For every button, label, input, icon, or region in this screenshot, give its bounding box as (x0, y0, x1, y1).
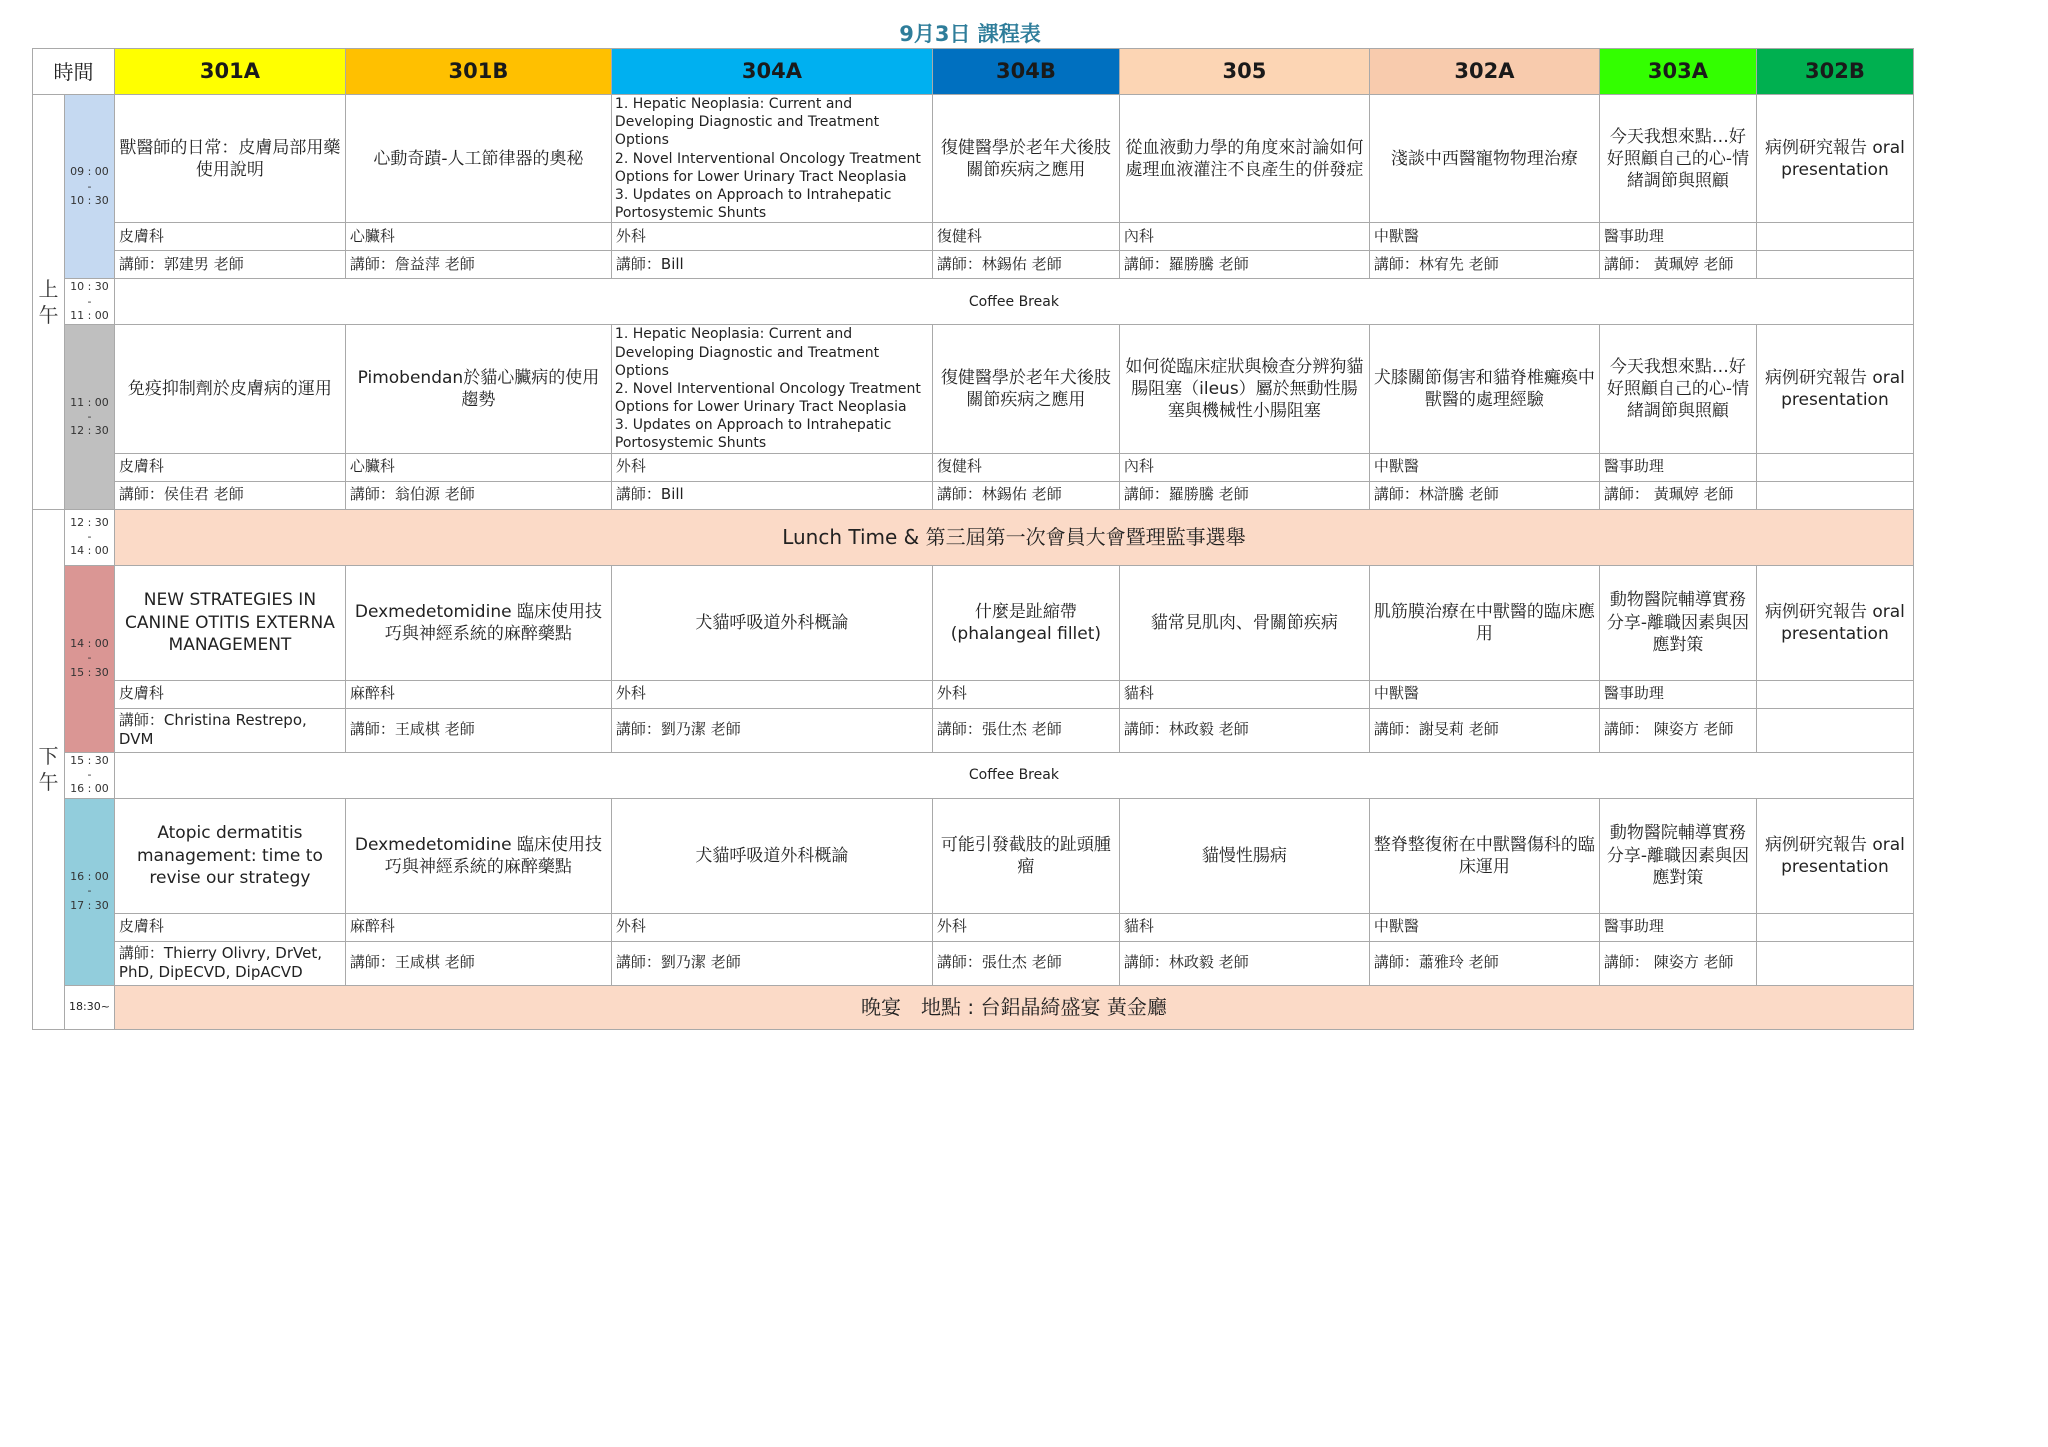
room-301b: 301B (345, 49, 611, 95)
dinner-banner: 晚宴 地點 : 台鋁晶綺盛宴 黃金廳 (114, 985, 1913, 1029)
session-department: 內科 (1119, 223, 1369, 251)
session-topic: Pimobendan於貓心臟病的使用趨勢 (345, 325, 611, 453)
time-slot (65, 509, 115, 565)
session-department: 醫事助理 (1599, 223, 1756, 251)
session-speaker: 講師：林政毅 老師 (1119, 708, 1369, 752)
session-speaker: 講師：羅勝騰 老師 (1119, 481, 1369, 509)
department-row (33, 913, 1914, 941)
dinner-row (33, 985, 1914, 1029)
session-topic: 可能引發截肢的趾頭腫瘤 (932, 798, 1119, 913)
schedule-table (32, 48, 1914, 1030)
session-speaker (1756, 708, 1913, 752)
session-department: 心臟科 (345, 223, 611, 251)
session-department: 麻醉科 (345, 680, 611, 708)
time-end: 14 : 00 (70, 544, 109, 558)
session-topic: 復健醫學於老年犬後肢關節疾病之應用 (932, 95, 1119, 223)
schedule-body (33, 49, 1914, 1030)
time-end: 17 : 30 (70, 898, 109, 912)
time-start: 12 : 30 (70, 515, 109, 529)
session-speaker: 講師：林錫佑 老師 (932, 481, 1119, 509)
session-speaker: 講師：Bill (611, 251, 932, 279)
session-topic (611, 325, 932, 453)
session-department: 皮膚科 (114, 913, 345, 941)
coffee-break-row (33, 279, 1914, 325)
period-afternoon (33, 509, 65, 1029)
session-speaker: 講師：王咸棋 老師 (345, 941, 611, 985)
lunch-banner: Lunch Time & 第三屆第一次會員大會暨理監事選舉 (114, 509, 1913, 565)
session-topic: 病例研究報告 oral presentation (1756, 565, 1913, 680)
session-speaker: 講師：翁伯源 老師 (345, 481, 611, 509)
time-slot (65, 279, 115, 325)
session-department: 外科 (932, 680, 1119, 708)
session-department: 醫事助理 (1599, 680, 1756, 708)
session-topic: 復健醫學於老年犬後肢關節疾病之應用 (932, 325, 1119, 453)
session-topic: 今天我想來點…好好照顧自己的心-情緒調節與照顧 (1599, 325, 1756, 453)
session-speaker: 講師：劉乃潔 老師 (611, 708, 932, 752)
session-speaker: 講師： 黃珮婷 老師 (1599, 251, 1756, 279)
time-start: 16 : 00 (70, 870, 109, 884)
speaker-row (33, 708, 1914, 752)
speaker-row (33, 941, 1914, 985)
session-topic: 今天我想來點…好好照顧自己的心-情緒調節與照顧 (1599, 95, 1756, 223)
speaker-row (33, 251, 1914, 279)
session-speaker: 講師：郭建男 老師 (114, 251, 345, 279)
topic-line: 2. Novel Interventional Oncology Treatment Options for Lower Urinary Tract Neoplasia (614, 380, 921, 416)
session-row (33, 798, 1914, 913)
coffee-break: Coffee Break (114, 279, 1913, 325)
header-row (33, 49, 1914, 95)
session-department: 外科 (611, 680, 932, 708)
session-department: 復健科 (932, 453, 1119, 481)
session-department: 復健科 (932, 223, 1119, 251)
session-department: 貓科 (1119, 680, 1369, 708)
session-speaker: 講師： 黃珮婷 老師 (1599, 481, 1756, 509)
room-304a: 304A (611, 49, 932, 95)
session-speaker: 講師：Christina Restrepo, DVM (114, 708, 345, 752)
room-303a: 303A (1599, 49, 1756, 95)
room-305: 305 (1119, 49, 1369, 95)
time-slot (65, 565, 115, 752)
session-topic: 肌筋膜治療在中獸醫的臨床應用 (1369, 565, 1599, 680)
room-302a: 302A (1369, 49, 1599, 95)
time-start: 14 : 00 (70, 637, 109, 651)
session-topic: 動物醫院輔導實務分享-離職因素與因應對策 (1599, 798, 1756, 913)
session-topic: NEW STRATEGIES IN CANINE OTITIS EXTERNA MANAGEMENT (114, 565, 345, 680)
coffee-break-row (33, 752, 1914, 798)
session-department: 醫事助理 (1599, 913, 1756, 941)
time-end: 12 : 30 (70, 424, 109, 438)
session-speaker (1756, 481, 1913, 509)
session-department (1756, 223, 1913, 251)
time-end: 11 : 00 (70, 308, 109, 322)
period-char: 下 (38, 744, 59, 769)
time-slot (65, 752, 115, 798)
period-char: 午 (38, 770, 59, 795)
session-department: 心臟科 (345, 453, 611, 481)
session-department: 皮膚科 (114, 453, 345, 481)
session-row (33, 565, 1914, 680)
time-dash: - (87, 529, 92, 543)
session-speaker: 講師：張仕杰 老師 (932, 941, 1119, 985)
speaker-row (33, 481, 1914, 509)
department-row (33, 680, 1914, 708)
session-topic: Dexmedetomidine 臨床使用技巧與神經系統的麻醉藥點 (345, 565, 611, 680)
page-title: 9月3日 課程表 (899, 22, 1041, 46)
session-speaker: 講師：謝旻莉 老師 (1369, 708, 1599, 752)
session-department: 中獸醫 (1369, 913, 1599, 941)
session-topic: 什麼是趾縮帶 (phalangeal fillet) (932, 565, 1119, 680)
session-department: 中獸醫 (1369, 453, 1599, 481)
room-302b: 302B (1756, 49, 1913, 95)
time-dash: - (87, 179, 92, 193)
room-304b: 304B (932, 49, 1119, 95)
session-speaker: 講師： 陳姿方 老師 (1599, 941, 1756, 985)
time-dash: - (87, 651, 92, 665)
session-department: 醫事助理 (1599, 453, 1756, 481)
time-start: 10 : 30 (70, 280, 109, 294)
session-speaker: 講師： 陳姿方 老師 (1599, 708, 1756, 752)
session-speaker: 講師：侯佳君 老師 (114, 481, 345, 509)
session-speaker (1756, 251, 1913, 279)
session-speaker (1756, 941, 1913, 985)
room-301a: 301A (114, 49, 345, 95)
time-header: 時間 (33, 49, 115, 95)
session-speaker: 講師：詹益萍 老師 (345, 251, 611, 279)
session-row (33, 95, 1914, 223)
session-speaker: 講師：林滸騰 老師 (1369, 481, 1599, 509)
session-topic: 病例研究報告 oral presentation (1756, 325, 1913, 453)
period-morning (33, 95, 65, 510)
session-department (1756, 913, 1913, 941)
session-department: 皮膚科 (114, 680, 345, 708)
session-topic: 病例研究報告 oral presentation (1756, 95, 1913, 223)
session-speaker: 講師：林政毅 老師 (1119, 941, 1369, 985)
session-topic: Dexmedetomidine 臨床使用技巧與神經系統的麻醉藥點 (345, 798, 611, 913)
session-speaker: 講師：Bill (611, 481, 932, 509)
session-topic: 貓慢性腸病 (1119, 798, 1369, 913)
time-dash: - (87, 409, 92, 423)
session-topic: 病例研究報告 oral presentation (1756, 798, 1913, 913)
session-department: 外科 (611, 913, 932, 941)
session-topic: 淺談中西醫寵物物理治療 (1369, 95, 1599, 223)
session-speaker: 講師：林錫佑 老師 (932, 251, 1119, 279)
period-char: 午 (38, 302, 59, 327)
session-department: 中獸醫 (1369, 223, 1599, 251)
session-row (33, 325, 1914, 453)
session-topic (611, 95, 932, 223)
time-start: 09 : 00 (70, 165, 109, 179)
session-topic: 動物醫院輔導實務分享-離職因素與因應對策 (1599, 565, 1756, 680)
session-topic: 從血液動力學的角度來討論如何處理血液灌注不良產生的併發症 (1119, 95, 1369, 223)
time-end: 15 : 30 (70, 665, 109, 679)
lunch-row (33, 509, 1914, 565)
session-department: 貓科 (1119, 913, 1369, 941)
time-end: 16 : 00 (70, 782, 109, 796)
session-topic: 貓常見肌肉、骨關節疾病 (1119, 565, 1369, 680)
session-speaker: 講師：王咸棋 老師 (345, 708, 611, 752)
session-topic: 犬貓呼吸道外科概論 (611, 565, 932, 680)
session-topic: 獸醫師的日常：皮膚局部用藥使用說明 (114, 95, 345, 223)
session-department (1756, 680, 1913, 708)
department-row (33, 223, 1914, 251)
topic-line: 3. Updates on Approach to Intrahepatic Portosystemic Shunts (614, 417, 892, 452)
session-topic: 心動奇蹟-人工節律器的奧秘 (345, 95, 611, 223)
session-department: 中獸醫 (1369, 680, 1599, 708)
time-dash: - (87, 767, 92, 781)
topic-line: 1. Hepatic Neoplasia: Current and Developing Diagnostic and Treatment Options (614, 96, 880, 149)
session-department: 外科 (611, 223, 932, 251)
session-speaker: 講師：劉乃潔 老師 (611, 941, 932, 985)
session-topic: 如何從臨床症狀與檢查分辨狗貓腸阻塞（ileus）屬於無動性腸塞與機械性小腸阻塞 (1119, 325, 1369, 453)
dinner-time: 18:30~ (65, 985, 115, 1029)
topic-line: 1. Hepatic Neoplasia: Current and Developing Diagnostic and Treatment Options (614, 326, 880, 379)
session-topic: Atopic dermatitis management: time to revise our strategy (114, 798, 345, 913)
department-row (33, 453, 1914, 481)
session-speaker: 講師：羅勝騰 老師 (1119, 251, 1369, 279)
period-char: 上 (38, 276, 59, 301)
session-department: 外科 (932, 913, 1119, 941)
topic-line: 3. Updates on Approach to Intrahepatic Portosystemic Shunts (614, 186, 892, 222)
session-department: 麻醉科 (345, 913, 611, 941)
topic-line: 2. Novel Interventional Oncology Treatment Options for Lower Urinary Tract Neoplasia (614, 150, 921, 185)
session-speaker: 講師：林宥先 老師 (1369, 251, 1599, 279)
session-speaker: 講師：蕭雅玲 老師 (1369, 941, 1599, 985)
time-slot (65, 325, 115, 509)
session-speaker: 講師：Thierry Olivry, DrVet, PhD, DipECVD, DipACVD (114, 941, 345, 985)
session-department: 外科 (611, 453, 932, 481)
session-department (1756, 453, 1913, 481)
time-dash: - (87, 884, 92, 898)
session-topic: 整脊整復術在中獸醫傷科的臨床運用 (1369, 798, 1599, 913)
time-slot (65, 95, 115, 279)
time-end: 10 : 30 (70, 193, 109, 207)
session-topic: 犬膝關節傷害和貓脊椎癱瘓中獸醫的處理經驗 (1369, 325, 1599, 453)
time-slot (65, 798, 115, 985)
session-department: 內科 (1119, 453, 1369, 481)
time-start: 11 : 00 (70, 395, 109, 409)
time-dash: - (87, 294, 92, 308)
session-department: 皮膚科 (114, 223, 345, 251)
coffee-break: Coffee Break (114, 752, 1913, 798)
session-topic: 犬貓呼吸道外科概論 (611, 798, 932, 913)
session-speaker: 講師：張仕杰 老師 (932, 708, 1119, 752)
time-start: 15 : 30 (70, 753, 109, 767)
session-topic: 免疫抑制劑於皮膚病的運用 (114, 325, 345, 453)
